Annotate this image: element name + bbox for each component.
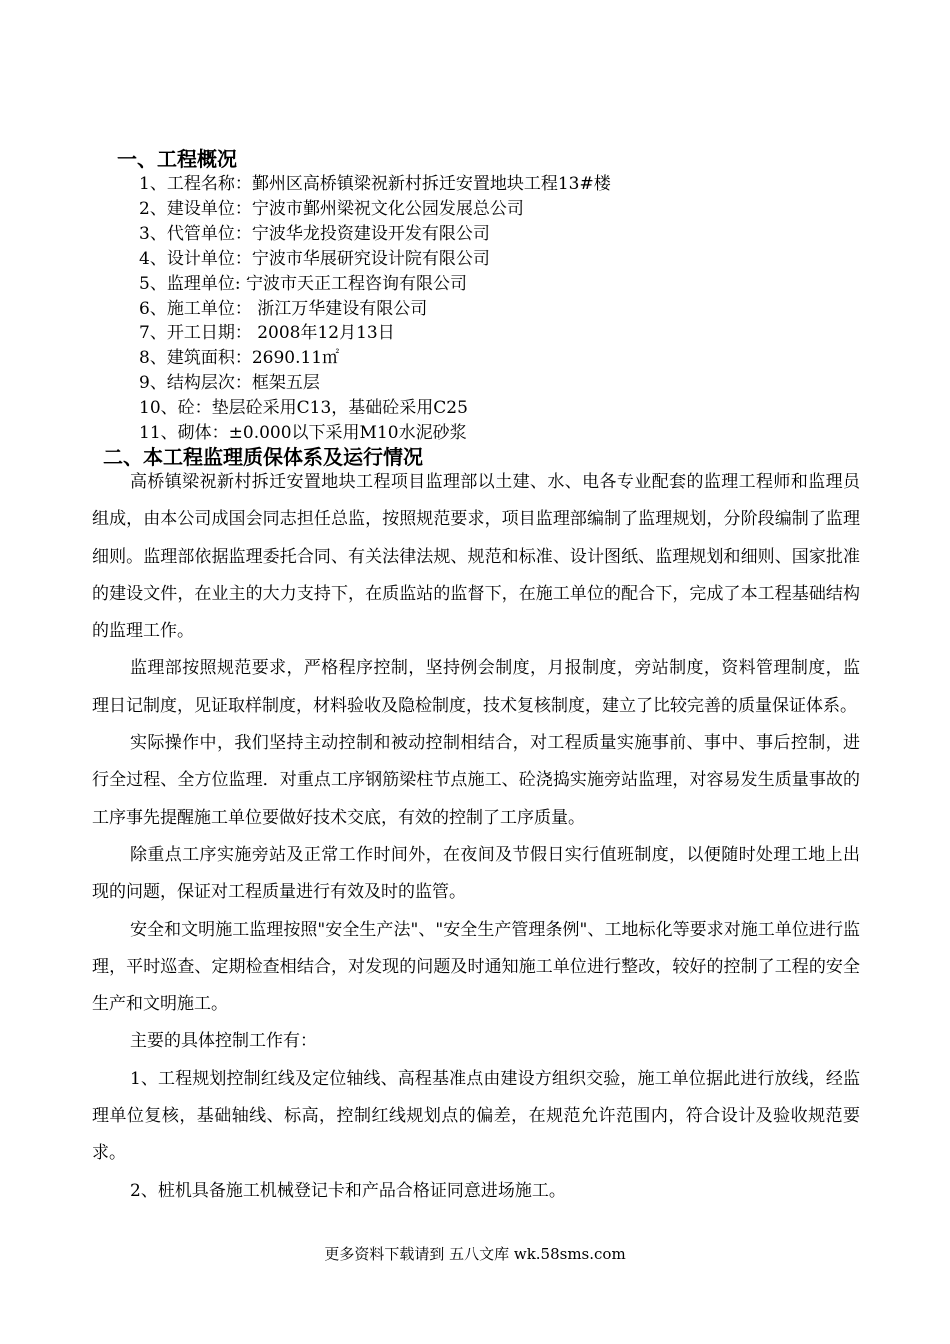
overview-item-designer: 4、设计单位：宁波市华展研究设计院有限公司 bbox=[139, 248, 490, 269]
overview-item-project-name: 1、工程名称：鄞州区高桥镇梁祝新村拆迁安置地块工程13#楼 bbox=[139, 174, 611, 194]
paragraph: 2、桩机具备施工机械登记卡和产品合格证同意进场施工。 bbox=[130, 1180, 566, 1201]
section-2-body bbox=[92, 464, 860, 1210]
overview-item-structure: 9、结构层次：框架五层 bbox=[139, 373, 320, 394]
paragraph: 主要的具体控制工作有： bbox=[130, 1031, 317, 1052]
section-2-heading: 二、本工程监理质保体系及运行情况 bbox=[103, 445, 423, 469]
overview-item-contractor: 6、施工单位： 浙江万华建设有限公司 bbox=[139, 298, 428, 319]
paragraph: 实际操作中，我们坚持主动控制和被动控制相结合，对工程质量实施事前、事中、事后控制，进行全过程、全方位监理．对重点工序钢筋梁柱节点施工、砼浇捣实施旁站监理，对容易发生质量事故的工序事先提醒施工单位要做好技术交底，有效的控制了工序质量。 bbox=[92, 733, 860, 828]
overview-item-masonry: 11、砌体：±0.000以下采用M10水泥砂浆 bbox=[139, 423, 467, 444]
overview-item-owner: 2、建设单位：宁波市鄞州梁祝文化公园发展总公司 bbox=[139, 198, 524, 219]
footer-download-link[interactable]: 更多资料下载请到 五八文库 wk.58sms.com bbox=[324, 1245, 626, 1263]
paragraph: 监理部按照规范要求，严格程序控制，坚持例会制度，月报制度，旁站制度，资料管理制度，监理日记制度，见证取样制度，材料验收及隐检制度，技术复核制度，建立了比较完善的质量保证体系。 bbox=[92, 658, 860, 716]
project-overview-list bbox=[139, 172, 611, 446]
overview-item-start-date: 7、开工日期： 2008年12月13日 bbox=[139, 323, 395, 344]
overview-item-concrete: 10、砼：垫层砼采用C13，基础砼采用C25 bbox=[139, 398, 468, 419]
paragraph: 安全和文明施工监理按照"安全生产法"、"安全生产管理条例"、工地标化等要求对施工单位进行监理，平时巡查、定期检查相结合，对发现的问题及时通知施工单位进行整改，较好的控制了工程的安全生产和文明施工。 bbox=[92, 919, 860, 1015]
paragraph: 高桥镇梁祝新村拆迁安置地块工程项目监理部以土建、水、电各专业配套的监理工程师和监理员组成，由本公司成国会同志担任总监，按照规范要求，项目监理部编制了监理规划，分阶段编制了监理细则。监理部依据监理委托合同、有关法律法规、规范和标准、设计图纸、监理规划和细则、国家批准的建设文件，在业主的大力支持下，在质监站的监督下，在施工单位的配合下，完成了本工程基础结构的监理工作。 bbox=[92, 472, 860, 642]
paragraph: 除重点工序实施旁站及正常工作时间外，在夜间及节假日实行值班制度，以便随时处理工地上出现的问题，保证对工程质量进行有效及时的监管。 bbox=[92, 844, 860, 903]
section-1-heading: 一、工程概况 bbox=[117, 147, 237, 171]
paragraph: 1、工程规划控制红线及定位轴线、高程基准点由建设方组织交验，施工单位据此进行放线，经监理单位复核，基础轴线、标高，控制红线规划点的偏差，在规范允许范围内，符合设计及验收规范要求。 bbox=[92, 1068, 860, 1164]
overview-item-agent: 3、代管单位：宁波华龙投资建设开发有限公司 bbox=[139, 223, 490, 244]
overview-item-floor-area: 8、建筑面积：2690.11㎡ bbox=[139, 348, 340, 369]
overview-item-supervisor: 5、监理单位: 宁波市天正工程咨询有限公司 bbox=[139, 273, 467, 294]
